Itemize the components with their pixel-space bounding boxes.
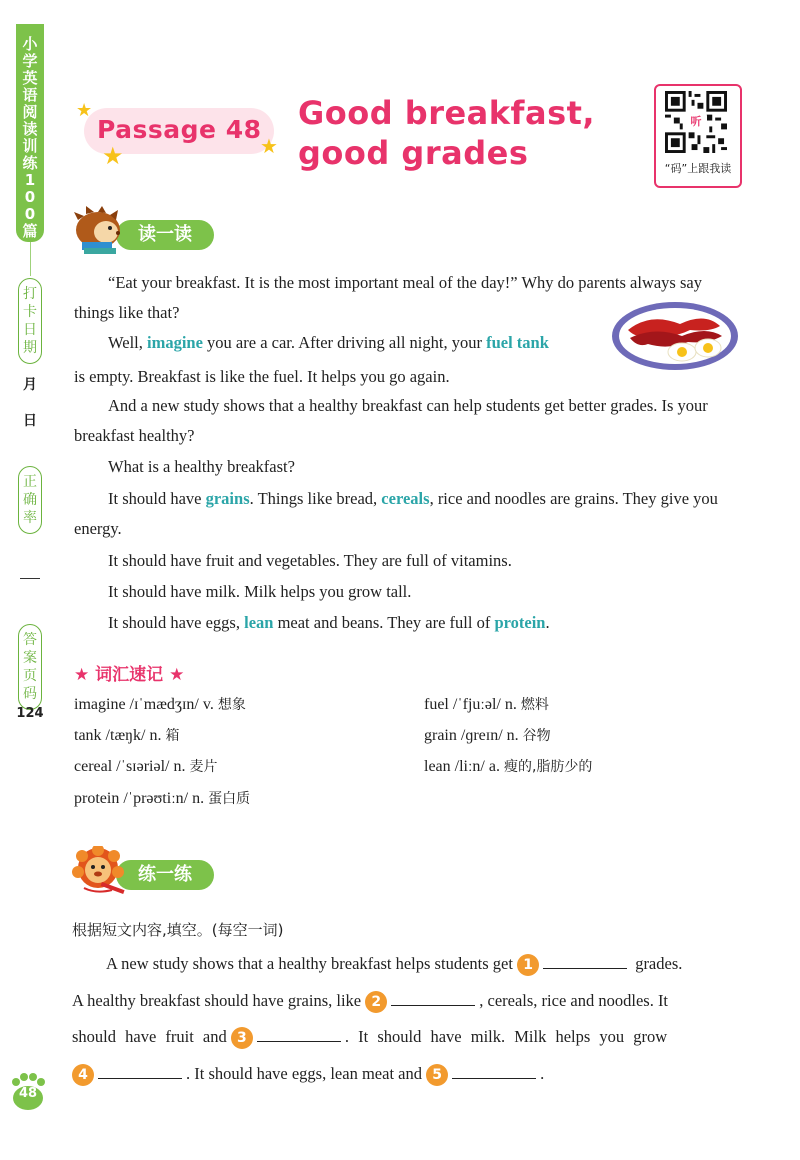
hedgehog-reading-icon	[72, 206, 132, 256]
vocab-item	[424, 756, 592, 776]
vocab-word: tank /tæŋk/ n.	[74, 727, 162, 744]
keyword-protein: protein	[494, 613, 546, 632]
practice-line-2	[72, 991, 738, 1013]
practice-text: should have fruit and	[72, 1027, 227, 1046]
vocab-meaning: 燃料	[520, 697, 549, 713]
practice-text: . It should have eggs, lean meat and	[186, 1064, 422, 1083]
answer-blank-5[interactable]	[452, 1064, 536, 1079]
passage-paragraph-6: It should have fruit and vegetables. They are full of vitamins.	[108, 551, 512, 570]
passage-paragraph-2-line-1	[74, 328, 594, 358]
qr-code-card[interactable]	[654, 84, 742, 188]
passage-paragraph-8	[74, 608, 738, 638]
title-line-2: good grades	[298, 134, 529, 172]
answer-blank-1[interactable]	[543, 954, 627, 969]
vocab-item	[74, 788, 250, 808]
vocab-item	[74, 694, 246, 714]
blank-number-badge: 1	[517, 954, 539, 976]
vocab-word: grain /ɡreɪn/ n.	[424, 727, 519, 744]
passage-text: meat and beans. They are full of	[273, 613, 495, 632]
accuracy-box	[18, 466, 42, 534]
vocab-word: cereal /ˈsɪəriəl/ n.	[74, 758, 186, 775]
passage-text: .	[545, 613, 550, 632]
month-label: 月	[23, 377, 37, 393]
answer-page-label: 答案页码	[23, 632, 37, 702]
passage-text: , rice and noodles are grains. They give you energy.	[74, 489, 718, 538]
answer-page-box	[18, 624, 42, 710]
practice-line-3	[72, 1027, 738, 1049]
keyword-fuel-tank: fuel tank	[486, 333, 549, 352]
checkin-label: 打卡日期	[23, 286, 37, 356]
practice-text: , cereals, rice and noodles. It	[479, 991, 669, 1010]
answer-blank-3[interactable]	[257, 1027, 341, 1042]
passage-paragraph-3: And a new study shows that a healthy breakfast can help students get better grades. Is your breakfast healthy?	[74, 396, 708, 445]
book-title: 小学英语阅读训练100篇	[22, 35, 38, 240]
passage-text: Well,	[108, 333, 147, 352]
practice-instruction: 根据短文内容,填空。(每空一词)	[72, 921, 284, 939]
book-title-tab	[16, 24, 44, 242]
passage-paragraph-4: What is a healthy breakfast?	[108, 457, 295, 476]
practice-text: A new study shows that a healthy breakfast helps students get	[106, 954, 513, 973]
vocab-item	[424, 694, 549, 714]
vocab-word: imagine /ɪˈmædʒɪn/ v.	[74, 696, 214, 713]
passage-label: Passage 48	[97, 115, 262, 144]
blank-number-badge: 5	[426, 1064, 448, 1086]
vocab-word: lean /liːn/ a.	[424, 758, 500, 775]
practice-text: . It should have milk. Milk helps you grow	[344, 1027, 668, 1046]
read-section-header	[72, 206, 222, 256]
keyword-lean: lean	[244, 613, 274, 632]
blank-number-badge: 3	[231, 1027, 253, 1049]
keyword-grains: grains	[205, 489, 250, 508]
vocab-item	[74, 725, 179, 745]
practice-section-header	[72, 846, 222, 896]
practice-section-label: 练一练	[116, 860, 214, 890]
practice-line-1	[106, 954, 738, 976]
answer-page-number: 124	[16, 706, 44, 721]
vocab-meaning: 瘦的,脂肪少的	[503, 759, 593, 775]
title-line-1: Good breakfast,	[298, 94, 596, 132]
accuracy-line	[20, 578, 40, 579]
page-number: 48	[18, 1086, 38, 1101]
lion-writing-icon	[72, 846, 132, 896]
passage-paragraph-7: It should have milk. Milk helps you grow tall.	[108, 582, 412, 601]
accuracy-label: 正确率	[23, 474, 37, 526]
vocab-meaning: 箱	[165, 728, 180, 744]
answer-blank-4[interactable]	[98, 1064, 182, 1079]
passage-paragraph-1: “Eat your breakfast. It is the most important meal of the day!” Why do parents always say things like that?	[74, 273, 702, 322]
answer-blank-2[interactable]	[391, 991, 475, 1006]
passage-text: you are a car. After driving all night, your	[202, 333, 487, 352]
passage-paragraph-5	[74, 484, 738, 544]
vocab-item	[424, 725, 551, 745]
qr-listen-badge: 听	[685, 112, 707, 132]
read-section-label: 读一读	[116, 220, 214, 250]
keyword-cereals: cereals	[381, 489, 430, 508]
vocab-meaning: 蛋白质	[208, 791, 251, 807]
practice-text: A healthy breakfast should have grains, like	[72, 991, 362, 1010]
sidebar-connector	[30, 242, 31, 276]
passage-text: It should have	[108, 489, 206, 508]
checkin-date-box	[18, 278, 42, 364]
page-number-badge	[8, 1072, 48, 1112]
star-icon: ★	[260, 134, 278, 158]
day-label: 日	[23, 413, 37, 429]
passage-text: It should have eggs,	[108, 613, 245, 632]
vocab-meaning: 谷物	[522, 728, 551, 744]
vocab-word: fuel /ˈfjuːəl/ n.	[424, 696, 517, 713]
star-icon: ★	[76, 100, 93, 121]
star-icon: ★	[102, 142, 124, 170]
blank-number-badge: 4	[72, 1064, 94, 1086]
practice-line-4	[72, 1064, 738, 1086]
vocab-meaning: 想象	[217, 697, 246, 713]
passage-text: . Things like bread,	[249, 489, 382, 508]
keyword-imagine: imagine	[147, 333, 203, 352]
practice-text: grades.	[635, 954, 683, 973]
passage-paragraph-2-line-2: is empty. Breakfast is like the fuel. It helps you go again.	[74, 367, 450, 386]
vocabulary-title: ★ 词汇速记 ★	[74, 665, 185, 685]
vocab-word: protein /ˈprəʊtiːn/ n.	[74, 790, 205, 807]
vocab-meaning: 麦片	[189, 759, 218, 775]
blank-number-badge: 2	[365, 991, 387, 1013]
practice-text: .	[540, 1064, 545, 1083]
breakfast-plate-icon	[610, 300, 740, 372]
qr-caption: “码”上跟我读	[664, 162, 732, 175]
vocab-item	[74, 756, 218, 776]
